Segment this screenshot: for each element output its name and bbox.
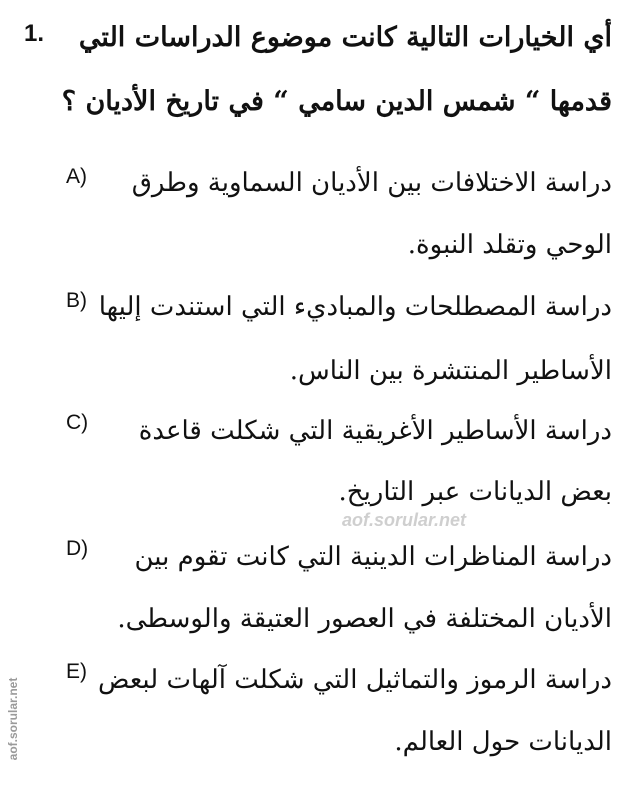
watermark: aof.sorular.net (342, 510, 467, 530)
option-text-line: دراسة المصطلحات والمباديء التي استندت إليها (98, 292, 612, 322)
question-text-line-1: أي الخيارات التالية كانت موضوع الدراسات التي (78, 22, 612, 53)
option-text-line: الأساطير المنتشرة بين الناس. (289, 356, 612, 386)
option-text-line: دراسة الأساطير الأغريقية التي شكلت قاعدة (138, 416, 612, 446)
option-text-line: بعض الديانات عبر التاريخ. (338, 477, 612, 507)
option-letter: C) (66, 411, 89, 434)
side-watermark: aof.sorular.net (6, 677, 20, 761)
option-text-line: الديانات حول العالم. (394, 727, 612, 757)
option-letter: B) (66, 289, 87, 312)
option-letter: A) (66, 165, 87, 188)
option-text-line: دراسة الرموز والتماثيل التي شكلت آلهات لبعض (98, 665, 612, 695)
question-text-line-2: قدمها “ شمس الدين سامي “ في تاريخ الأديان ؟ (61, 86, 612, 117)
option-text-line: دراسة المناظرات الدينية التي كانت تقوم بين (134, 542, 612, 572)
option-letter: D) (66, 537, 89, 560)
question-number: 1. (24, 20, 45, 47)
option-text-line: الأديان المختلفة في العصور العتيقة والوسطى. (117, 604, 612, 634)
option-text-line: دراسة الاختلافات بين الأديان السماوية وطرق (131, 168, 612, 198)
option-text-line: الوحي وتقلد النبوة. (407, 230, 612, 260)
option-letter: E) (66, 660, 87, 683)
